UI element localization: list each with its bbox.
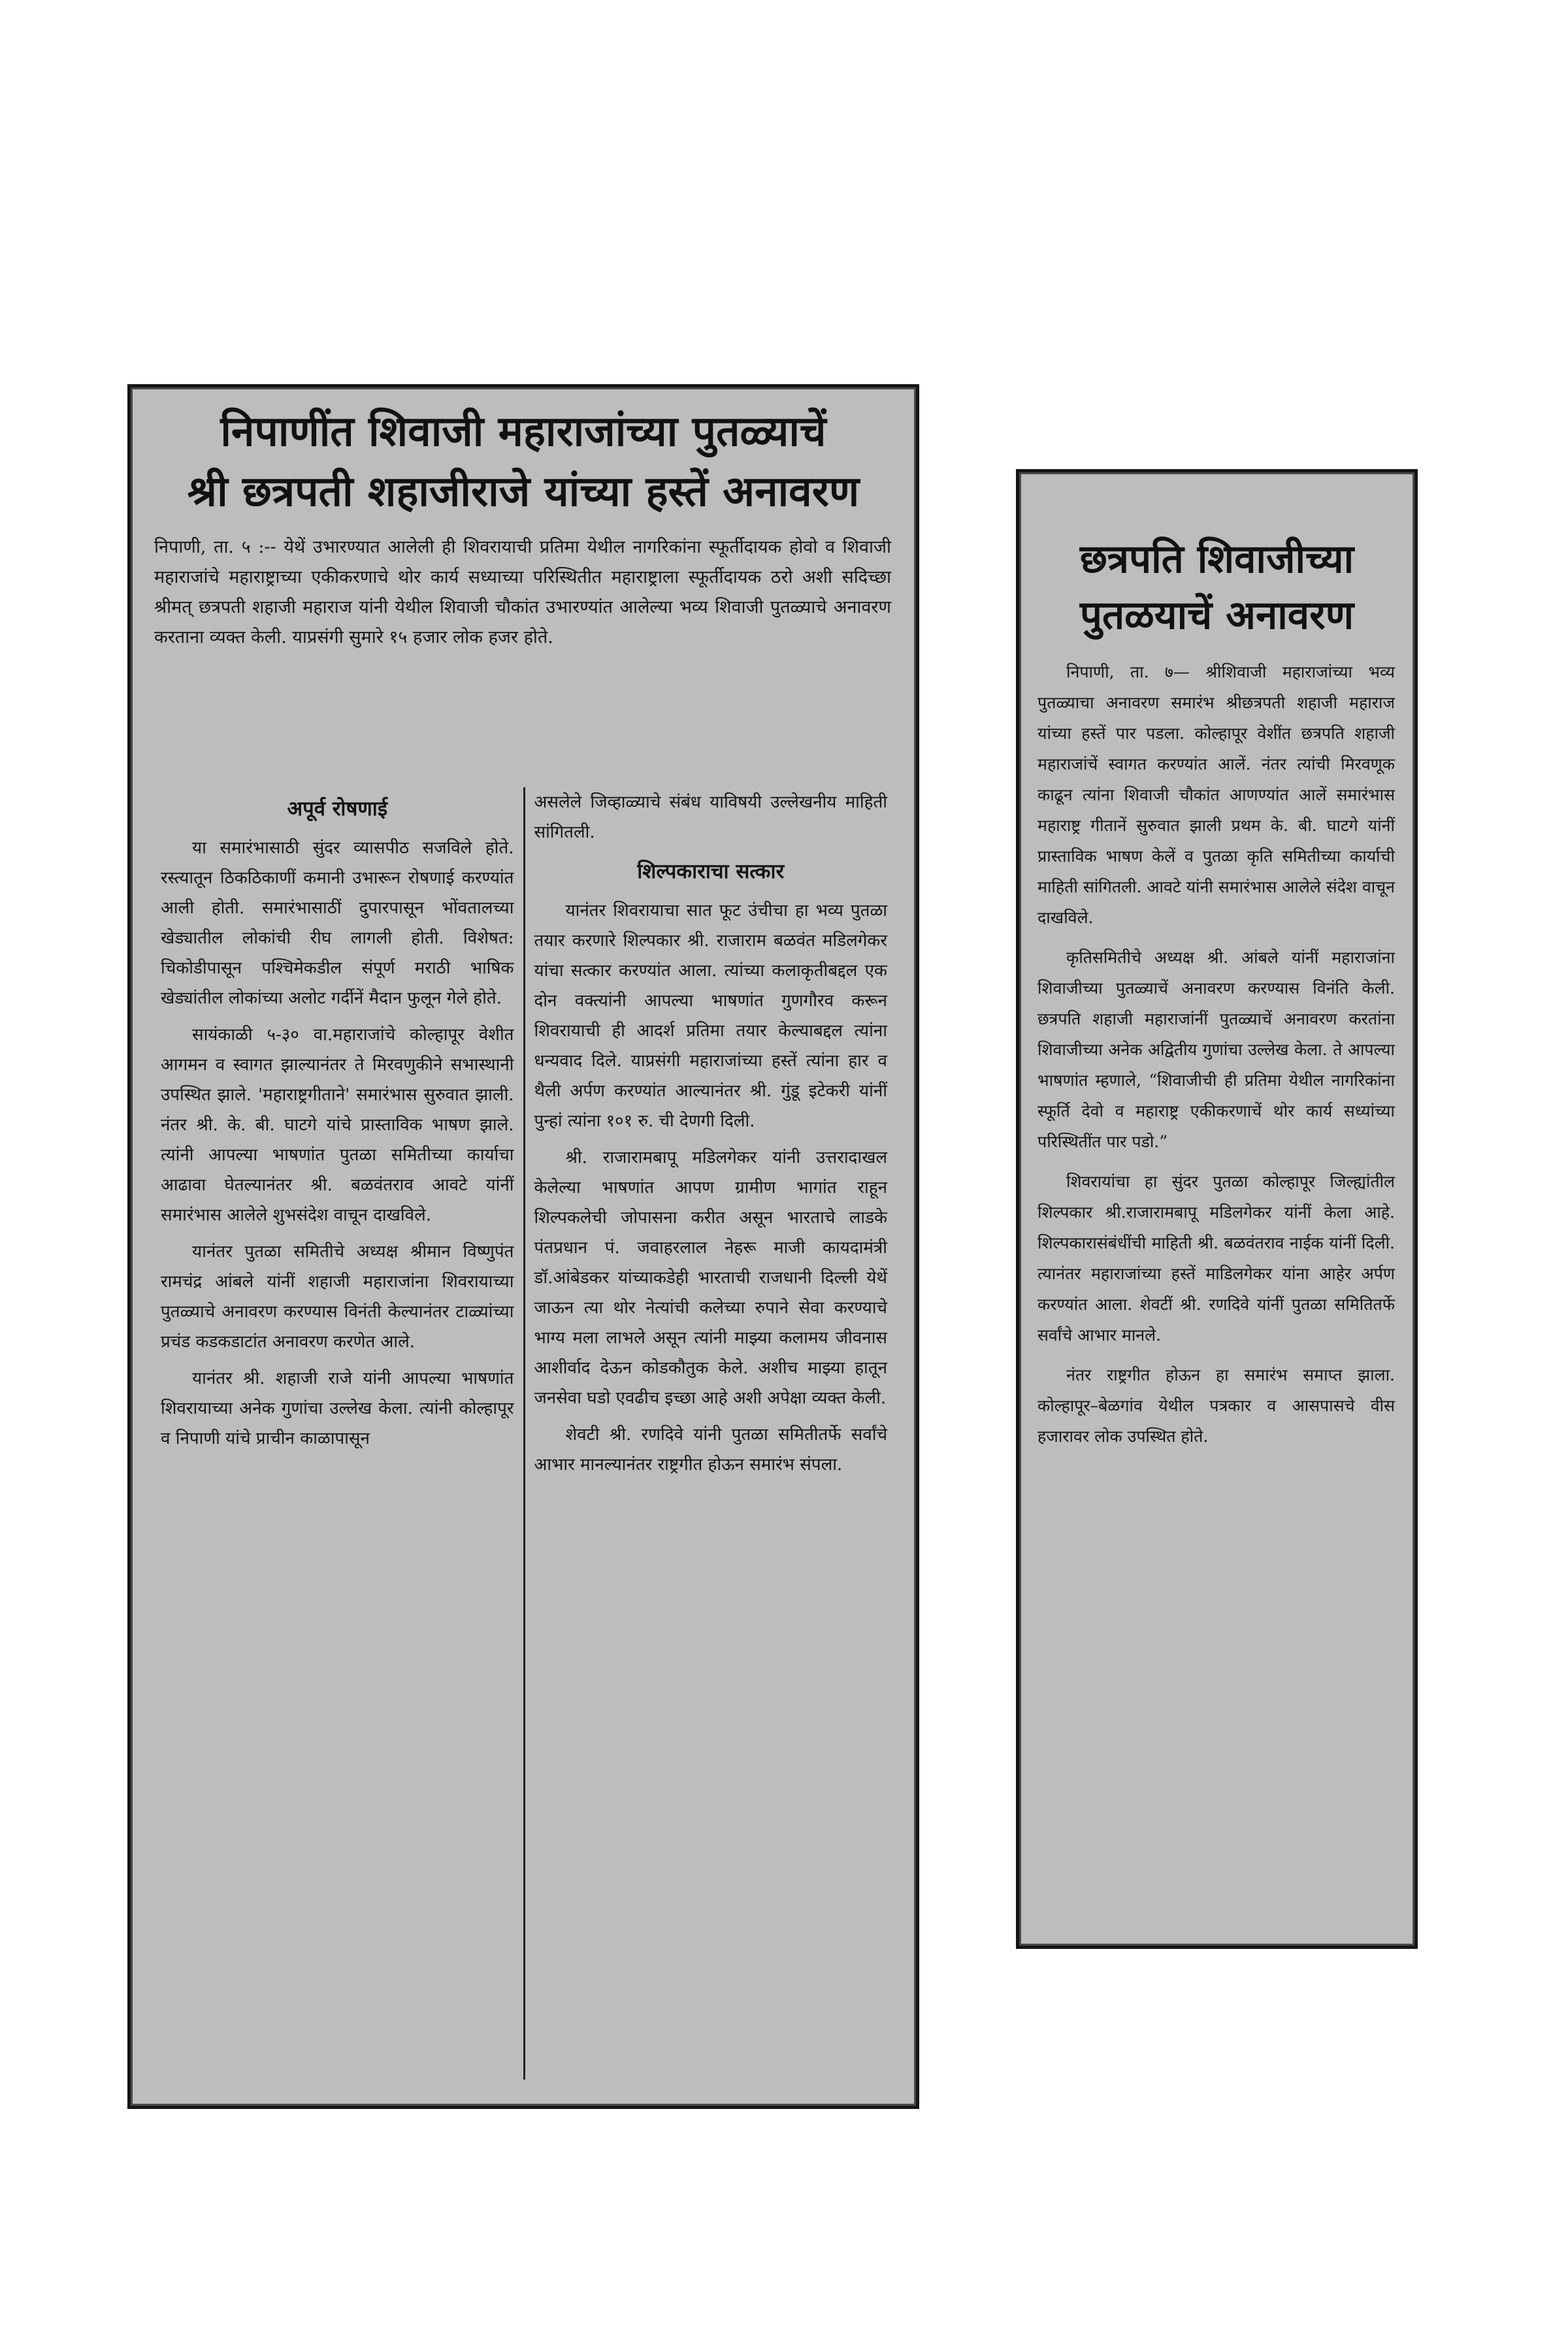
subhead-sculptor-felicitation: शिल्पकाराचा सत्कार [637, 860, 785, 883]
paragraph: यानंतर श्री. शहाजी राजे यांनी आपल्या भाषणांत शिवरायाच्या अनेक गुणांचा उल्लेख केला. त्यांनी कोल्हापूर व निपाणी यांचे प्राचीन काळापासून [161, 1369, 514, 1448]
subhead-illumination: अपूर्व रोषणाई [287, 797, 388, 821]
paragraph: शेवटी श्री. रणदिवे यांनी पुतळा समितीतर्फे सर्वांचे आभार मानल्यानंतर राष्ट्रगीत होऊन समारंभ संपला. [534, 1425, 887, 1475]
headline-line-1: छत्रपति शिवाजीच्या [1079, 536, 1354, 582]
paragraph: या समारंभासाठी सुंदर व्यासपीठ सजविले होते. रस्त्यातून ठिकठिकाणीं कमानी उभारून रोषणाई करण्यांत आली होती. समारंभासाठीं दुपारपासून भोंवतालच्या खेड्यातील लोकांची रीघ लागली होती. विशेषत: चिकोडीपासून पश्चिमेकडील संपूर्ण मराठी भाषिक खेड्यांतील लोकांच्या अलोट गर्दीनें मैदान फुलून गेले होते. [161, 838, 514, 1008]
column-right [523, 787, 897, 2080]
newspaper-clipping-main [127, 384, 919, 2109]
newspaper-clipping-side [1016, 469, 1418, 1949]
paragraph: यानंतर पुतळा समितीचे अध्यक्ष श्रीमान विष्णुपंत रामचंद्र आंबले यांनीं शहाजी महाराजांना शिवरायाच्या पुतळ्याचे अनावरण करण्यास विनंती केल्यानंतर टाळ्यांच्या प्रचंड कडकडाटांत अनावरण करणेत आले. [161, 1242, 514, 1352]
paragraph: यानंतर शिवरायाचा सात फूट उंचीचा हा भव्य पुतळा तयार करणारे शिल्पकार श्री. राजाराम बळवंत मडिलगेकर यांचा सत्कार करण्यांत आला. त्यांच्या कलाकृतीबद्दल एक दोन वक्त्यांनी आपल्या भाषणांत गुणगौरव करून शिवरायाची ही आदर्श प्रतिमा तयार केल्याबद्दल त्यांना धन्यवाद दिले. याप्रसंगी महाराजांच्या हस्तें त्यांना हार व थैली अर्पण करण्यांत आल्यानंतर श्री. गुंडू इटेकरी यांनीं पुन्हां त्यांना १०१ रु. ची देणगी दिली. [534, 901, 887, 1131]
paragraph: कृतिसमितीचे अध्यक्ष श्री. आंबले यांनीं महाराजांना शिवाजीच्या पुतळ्याचें अनावरण करण्यास विनंति केली. छत्रपति शहाजी महाराजांनीं पुतळ्याचें अनावरण करतांना शिवाजीच्या अनेक अद्वितीय गुणांचा उल्लेख केला. ते आपल्या भाषणांत म्हणाले, “शिवाजीची ही प्रतिमा येथील नागरिकांना स्फूर्ति देवो व महाराष्ट्र एकीकरणाचें थोर कार्य सध्यांच्या परिस्थितींत पार पडो.” [1037, 948, 1395, 1151]
headline-line-2: श्री छत्रपती शहाजीराजे यांच्या हस्तें अनावरण [187, 468, 860, 516]
paragraph: श्री. राजारामबापू मडिलगेकर यांनी उत्तरादाखल केलेल्या भाषणांत आपण ग्रामीण भागांत राहून शिल्पकलेची जोपासना करीत असून भारताचे लाडके पंतप्रधान पं. जवाहरलाल नेहरू माजी कायदामंत्री डॉ.आंबेडकर यांच्याकडेही भारताची राजधानी दिल्ली येथें जाऊन त्या थोर नेत्यांची कलेच्या रुपाने सेवा करण्याचे भाग्य मला लाभले असून त्यांनी माझ्या कलामय जीवनास आशीर्वाद देऊन कोडकौतुक केले. अशीच माझ्या हातून जनसेवा घडो एवढीच इच्छा आहे अशी अपेक्षा व्यक्त केली. [534, 1148, 887, 1408]
paragraph: सायंकाळी ५-३० वा.महाराजांचे कोल्हापूर वेशीत आगमन व स्वागत झाल्यानंतर ते मिरवणुकीने सभास्थानी उपस्थित झाले. 'महाराष्ट्रगीताने' समारंभास सुरुवात झाली. नंतर श्री. के. बी. घाटगे यांचे प्रास्ताविक भाषण झाले. त्यांनी आपल्या भाषणांत पुतळा समितीच्या कार्याचा आढावा घेतल्यानंतर श्री. बळवंतराव आवटे यांनीं समारंभास आलेले शुभसंदेश वाचून दाखविले. [161, 1025, 514, 1225]
article-body [1037, 657, 1395, 1452]
lead-paragraph: निपाणी, ता. ५ :-- येथें उभारण्यात आलेली ही शिवरायाची प्रतिमा येथील नागरिकांना स्फूर्तीदायक होवो व शिवाजी महाराजांचे महाराष्ट्राच्या एकीकरणाचे थोर कार्य सध्याच्या परिस्थितीत महाराष्ट्राला स्फूर्तीदायक ठरो अशी सदिच्छा श्रीमत् छत्रपती शहाजी महाराज यांनी येथील शिवाजी चौकांत उभारण्यांत आलेल्या भव्य शिवाजी पुतळ्याचे अनावरण करताना व्यक्त केली. याप्रसंगी सुमारे १५ हजार लोक हजर होते. [154, 537, 891, 647]
paragraph: शिवरायांचा हा सुंदर पुतळा कोल्हापूर जिल्ह्यांतील शिल्पकार श्री.राजारामबापू मडिलगेकर यांनीं केला आहे. शिल्पकारासंबंधींची माहिती श्री. बळवंतराव नाईक यांनीं दिली. त्यानंतर महाराजांच्या हस्तें माडिलगेकर यांना आहेर अर्पण करण्यांत आला. शेवटीं श्री. रणदिवे यांनीं पुतळा समितितर्फे सर्वांचे आभार मानले. [1037, 1172, 1395, 1345]
paragraph-continued: असलेले जिव्हाळ्याचे संबंध याविषयी उल्लेखनीय माहिती सांगितली. [534, 792, 887, 842]
headline-line-2: पुतळयाचें अनावरण [1079, 593, 1354, 638]
paragraph: निपाणी, ता. ७— श्रीशिवाजी महाराजांच्या भव्य पुतळ्याचा अनावरण समारंभ श्रीछत्रपती शहाजी महाराज यांच्या हस्तें पार पडला. कोल्हापूर वेशींत छत्रपति शहाजी महाराजांचें स्वागत करण्यांत आलें. नंतर त्यांची मिरवणूक काढून त्यांना शिवाजी चौकांत आणण्यांत आलें समारंभास महाराष्ट्र गीतानें सुरुवात झाली प्रथम के. बी. घाटगे यांनीं प्रास्ताविक भाषण केलें व पुतळा कृति समितीच्या कार्याची माहिती सांगितली. आवटे यांनी समारंभास आलेले संदेश वाचून दाखविले. [1037, 662, 1395, 927]
column-left [152, 787, 523, 2080]
article-columns [152, 787, 896, 2080]
headline-line-1: निपाणींत शिवाजी महाराजांच्या पुतळ्याचें [220, 408, 826, 456]
paragraph: नंतर राष्ट्रगीत होऊन हा समारंभ समाप्त झाला. कोल्हापूर–बेळगांव येथील पत्रकार व आसपासचे वीस हजारावर लोक उपस्थित होते. [1037, 1365, 1395, 1446]
